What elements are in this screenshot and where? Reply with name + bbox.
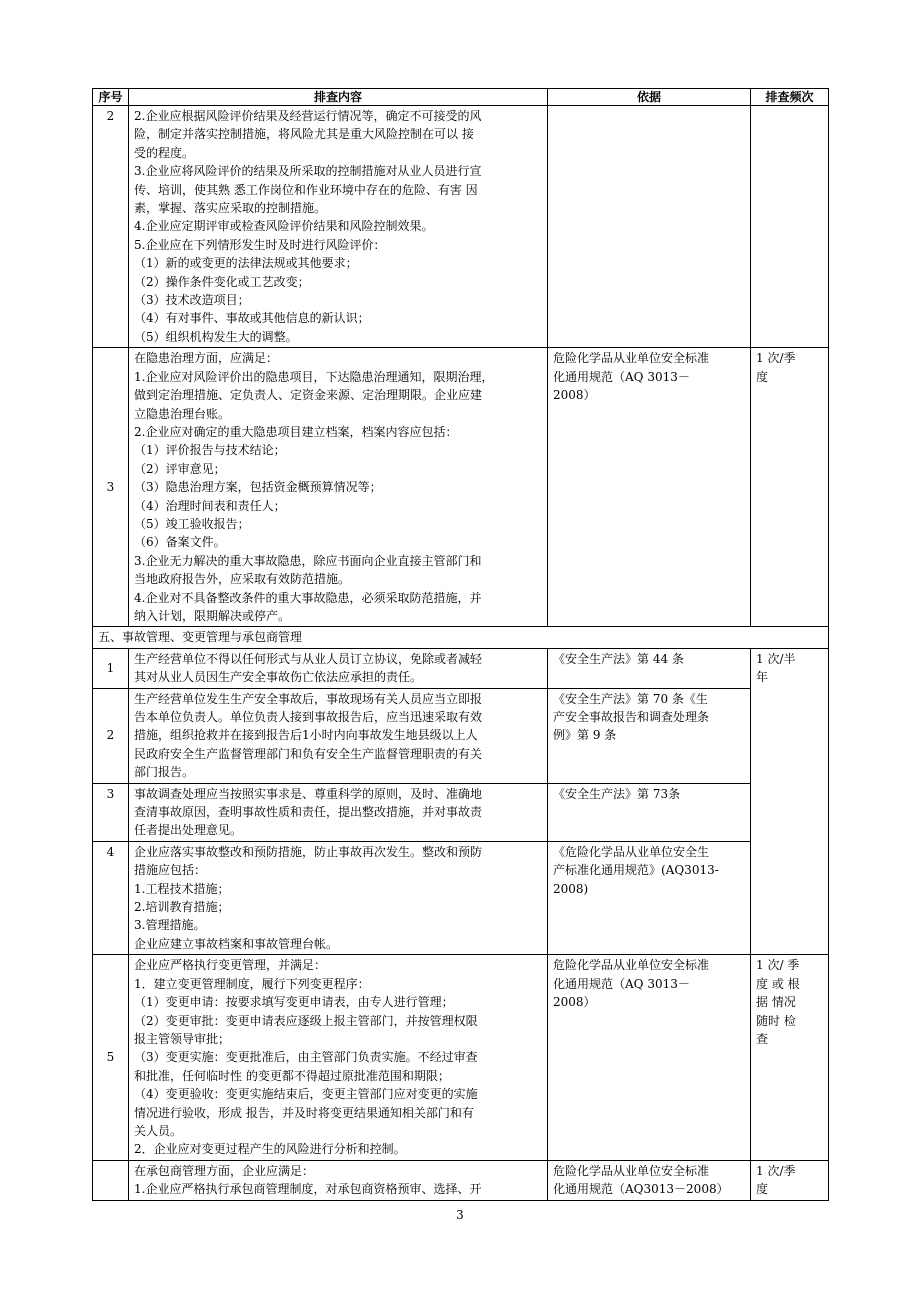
content-line: 纳入计划，限期解决或停产。 <box>134 608 291 623</box>
table-header-row <box>93 89 829 106</box>
content-line: 措施应包括： <box>134 863 207 878</box>
content-line: 部门报告。 <box>134 765 195 780</box>
frequency-line: 随时 检 <box>756 1013 796 1028</box>
table-row <box>93 348 829 627</box>
content-line: （1）新的或变更的法律法规或其他要求； <box>134 256 358 271</box>
content-line: 4.企业对不具备整改条件的重大事故隐患，必须采取防范措施，并 <box>134 590 482 605</box>
content-line: 生产经营单位发生生产安全事故后，事故现场有关人员应当立即报 <box>134 691 483 706</box>
content-line: 3.企业应将风险评价的结果及所采取的控制措施对从业人员进行宣 <box>134 164 482 179</box>
basis-line: 2008） <box>553 995 596 1010</box>
row-content <box>129 1160 548 1200</box>
header-basis: 依据 <box>548 89 751 106</box>
table-row <box>93 1160 829 1200</box>
row-number <box>93 1160 129 1200</box>
content-line: 措施，组织抢救并在接到报告后1小时内向事故发生地县级以上人 <box>134 728 478 743</box>
basis-line: 例》第 9 条 <box>553 728 617 743</box>
content-line: （2）变更审批：变更申请表应逐级上报主管部门，并按管理权限 <box>134 1013 478 1028</box>
row-content <box>129 348 548 627</box>
content-line: 关人员。 <box>134 1123 183 1138</box>
content-line: （4）变更验收：变更实施结束后，变更主管部门应对变更的实施 <box>134 1087 478 1102</box>
frequency-line: 1 次/ 季 <box>756 958 800 973</box>
row-number: 3 <box>93 348 129 627</box>
row-frequency <box>751 648 829 955</box>
basis-line: 危险化学品从业单位安全标准 <box>553 958 710 973</box>
frequency-line: 据 情况 <box>756 995 796 1010</box>
basis-line: 危险化学品从业单位安全标准 <box>553 1163 710 1178</box>
content-line: （3）隐患治理方案，包括资金概预算情况等； <box>134 480 382 495</box>
frequency-line: 度 或 根 <box>756 976 800 991</box>
row-number: 2 <box>93 106 129 348</box>
row-frequency <box>751 106 829 348</box>
row-basis <box>548 1160 751 1200</box>
page-number: 3 <box>456 1208 464 1222</box>
content-line: 3.企业无力解决的重大事故隐患，除应书面向企业直接主管部门和 <box>134 553 482 568</box>
content-line: 2.企业应根据风险评价结果及经营运行情况等，确定不可接受的风 <box>134 109 482 123</box>
content-line: 企业应建立事故档案和事故管理台帐。 <box>134 936 339 951</box>
content-line: 2.培训教育措施； <box>134 900 230 915</box>
content-line: 2.企业应对确定的重大隐患项目建立档案，档案内容应包括： <box>134 424 458 439</box>
content-line: 传、培训，使其熟 悉工作岗位和作业环境中存在的危险、有害 因 <box>134 182 478 197</box>
table-row <box>93 783 829 841</box>
content-line: 其对从业人员因生产安全事故伤亡依法应承担的责任。 <box>134 670 423 685</box>
row-frequency <box>751 348 829 627</box>
content-line: 受的程度。 <box>134 145 195 160</box>
basis-line: 《安全生产法》第 70 条《生 <box>553 691 708 706</box>
content-line: 3.管理措施。 <box>134 918 206 933</box>
row-basis <box>548 841 751 954</box>
content-line: （5）组织机构发生大的调整。 <box>134 329 298 344</box>
content-line: （6）备案文件。 <box>134 535 226 550</box>
row-basis <box>548 688 751 783</box>
content-line: 当地政府报告外，应采取有效防范措施。 <box>134 572 351 587</box>
basis-line: 化通用规范（AQ3013－2008） <box>553 1182 729 1197</box>
row-content <box>129 106 548 348</box>
row-number: 4 <box>93 841 129 954</box>
row-number: 3 <box>93 783 129 841</box>
content-line: 生产经营单位不得以任何形式与从业人员订立协议，免除或者减轻 <box>134 651 483 666</box>
row-content <box>129 955 548 1160</box>
content-line: 1.工程技术措施； <box>134 881 230 896</box>
table-row <box>93 648 829 688</box>
content-line: （4）治理时间表和责任人； <box>134 498 286 513</box>
content-line: 险，制定并落实控制措施，将风险尤其是重大风险控制在可以 接 <box>134 127 474 142</box>
content-line: 立隐患治理台账。 <box>134 406 231 421</box>
content-line: 告本单位负责人。单位负责人接到事故报告后，应当迅速采取有效 <box>134 710 483 724</box>
basis-line: 化通用规范（AQ 3013－ <box>553 369 690 384</box>
content-line: 和批准，任何临时性 的变更都不得超过原批准范围和期限； <box>134 1068 450 1083</box>
basis-line: 危险化学品从业单位安全标准 <box>553 351 710 366</box>
content-line: 1．建立变更管理制度，履行下列变更程序： <box>134 976 370 991</box>
content-line: 1.企业应严格执行承包商管理制度，对承包商资格预审、选择、开 <box>134 1182 482 1197</box>
content-line: （5）竣工验收报告； <box>134 516 250 531</box>
content-line: 素，掌握、落实应采取的控制措施。 <box>134 201 327 216</box>
content-line: （3）技术改造项目； <box>134 293 250 308</box>
table-row <box>93 955 829 1160</box>
table-row <box>93 688 829 783</box>
content-line: （2）评审意见； <box>134 461 226 476</box>
row-basis <box>548 648 751 688</box>
frequency-line: 年 <box>756 670 769 685</box>
header-content: 排查内容 <box>129 89 548 106</box>
content-line: 查清事故原因，查明事故性质和责任，提出整改措施，并对事故责 <box>134 805 483 820</box>
content-line: （3）变更实施：变更批准后，由主管部门负责实施。不经过审查 <box>134 1050 478 1065</box>
row-content <box>129 648 548 688</box>
frequency-line: 1 次/半 <box>756 651 796 666</box>
frequency-line: 1 次/季 <box>756 1163 796 1178</box>
content-line: 在隐患治理方面，应满足： <box>134 351 279 366</box>
content-line: 事故调查处理应当按照实事求是、尊重科学的原则，及时、准确地 <box>134 786 483 801</box>
row-number: 1 <box>93 648 129 688</box>
row-frequency <box>751 955 829 1160</box>
table-row <box>93 841 829 954</box>
row-basis <box>548 955 751 1160</box>
content-line: 企业应严格执行变更管理，并满足： <box>134 958 327 973</box>
basis-line: 化通用规范（AQ 3013－ <box>553 976 690 991</box>
content-line: 报主管领导审批； <box>134 1031 231 1046</box>
section-title: 五、事故管理、变更管理与承包商管理 <box>93 627 829 648</box>
frequency-line: 度 <box>756 369 769 384</box>
row-frequency <box>751 1160 829 1200</box>
content-line: 2．企业应对变更过程产生的风险进行分析和控制。 <box>134 1142 406 1157</box>
basis-line: 《安全生产法》第 44 条 <box>553 651 684 666</box>
content-line: 1.企业应对风险评价出的隐患项目，下达隐患治理通知，限期治理， <box>134 369 494 384</box>
content-line: 民政府安全生产监督管理部门和负有安全生产监督管理职责的有关 <box>134 746 483 761</box>
basis-line: 2008) <box>553 881 589 896</box>
row-content <box>129 841 548 954</box>
content-line: （2）操作条件变化或工艺改变； <box>134 274 310 289</box>
content-line: 5.企业应在下列情形发生时及时进行风险评价： <box>134 237 386 252</box>
basis-line: 2008） <box>553 388 596 403</box>
row-number: 2 <box>93 688 129 783</box>
content-line: （1）评价报告与技术结论； <box>134 443 286 458</box>
section-row <box>93 627 829 648</box>
content-line: 在承包商管理方面，企业应满足： <box>134 1163 315 1178</box>
row-basis <box>548 106 751 348</box>
basis-line: 《危险化学品从业单位安全生 <box>553 844 710 859</box>
content-line: 4.企业应定期评审或检查风险评价结果和风险控制效果。 <box>134 219 434 234</box>
frequency-line: 度 <box>756 1182 769 1197</box>
basis-line: 产安全事故报告和调查处理条 <box>553 710 710 724</box>
header-frequency: 排查频次 <box>751 89 829 106</box>
frequency-line: 1 次/季 <box>756 351 796 366</box>
frequency-line: 查 <box>756 1031 769 1046</box>
basis-line: 《安全生产法》第 73条 <box>553 786 681 801</box>
inspection-table <box>92 88 829 1201</box>
basis-line: 产标准化通用规范》(AQ3013- <box>553 863 719 878</box>
content-line: 做到定治理措施、定负责人、定资金来源、定治理期限。企业应建 <box>134 388 483 403</box>
row-content <box>129 783 548 841</box>
row-number: 5 <box>93 955 129 1160</box>
content-line: 情况进行验收，形成 报告，并及时将变更结果通知相关部门和有 <box>134 1105 474 1120</box>
row-basis <box>548 783 751 841</box>
header-seq: 序号 <box>93 89 129 106</box>
table-row <box>93 106 829 348</box>
row-content <box>129 688 548 783</box>
content-line: （4）有对事件、事故或其他信息的新认识； <box>134 311 370 326</box>
row-basis <box>548 348 751 627</box>
content-line: （1）变更申请：按要求填写变更申请表，由专人进行管理； <box>134 995 454 1010</box>
content-line: 任者提出处理意见。 <box>134 823 243 838</box>
content-line: 企业应落实事故整改和预防措施，防止事故再次发生。整改和预防 <box>134 844 483 859</box>
